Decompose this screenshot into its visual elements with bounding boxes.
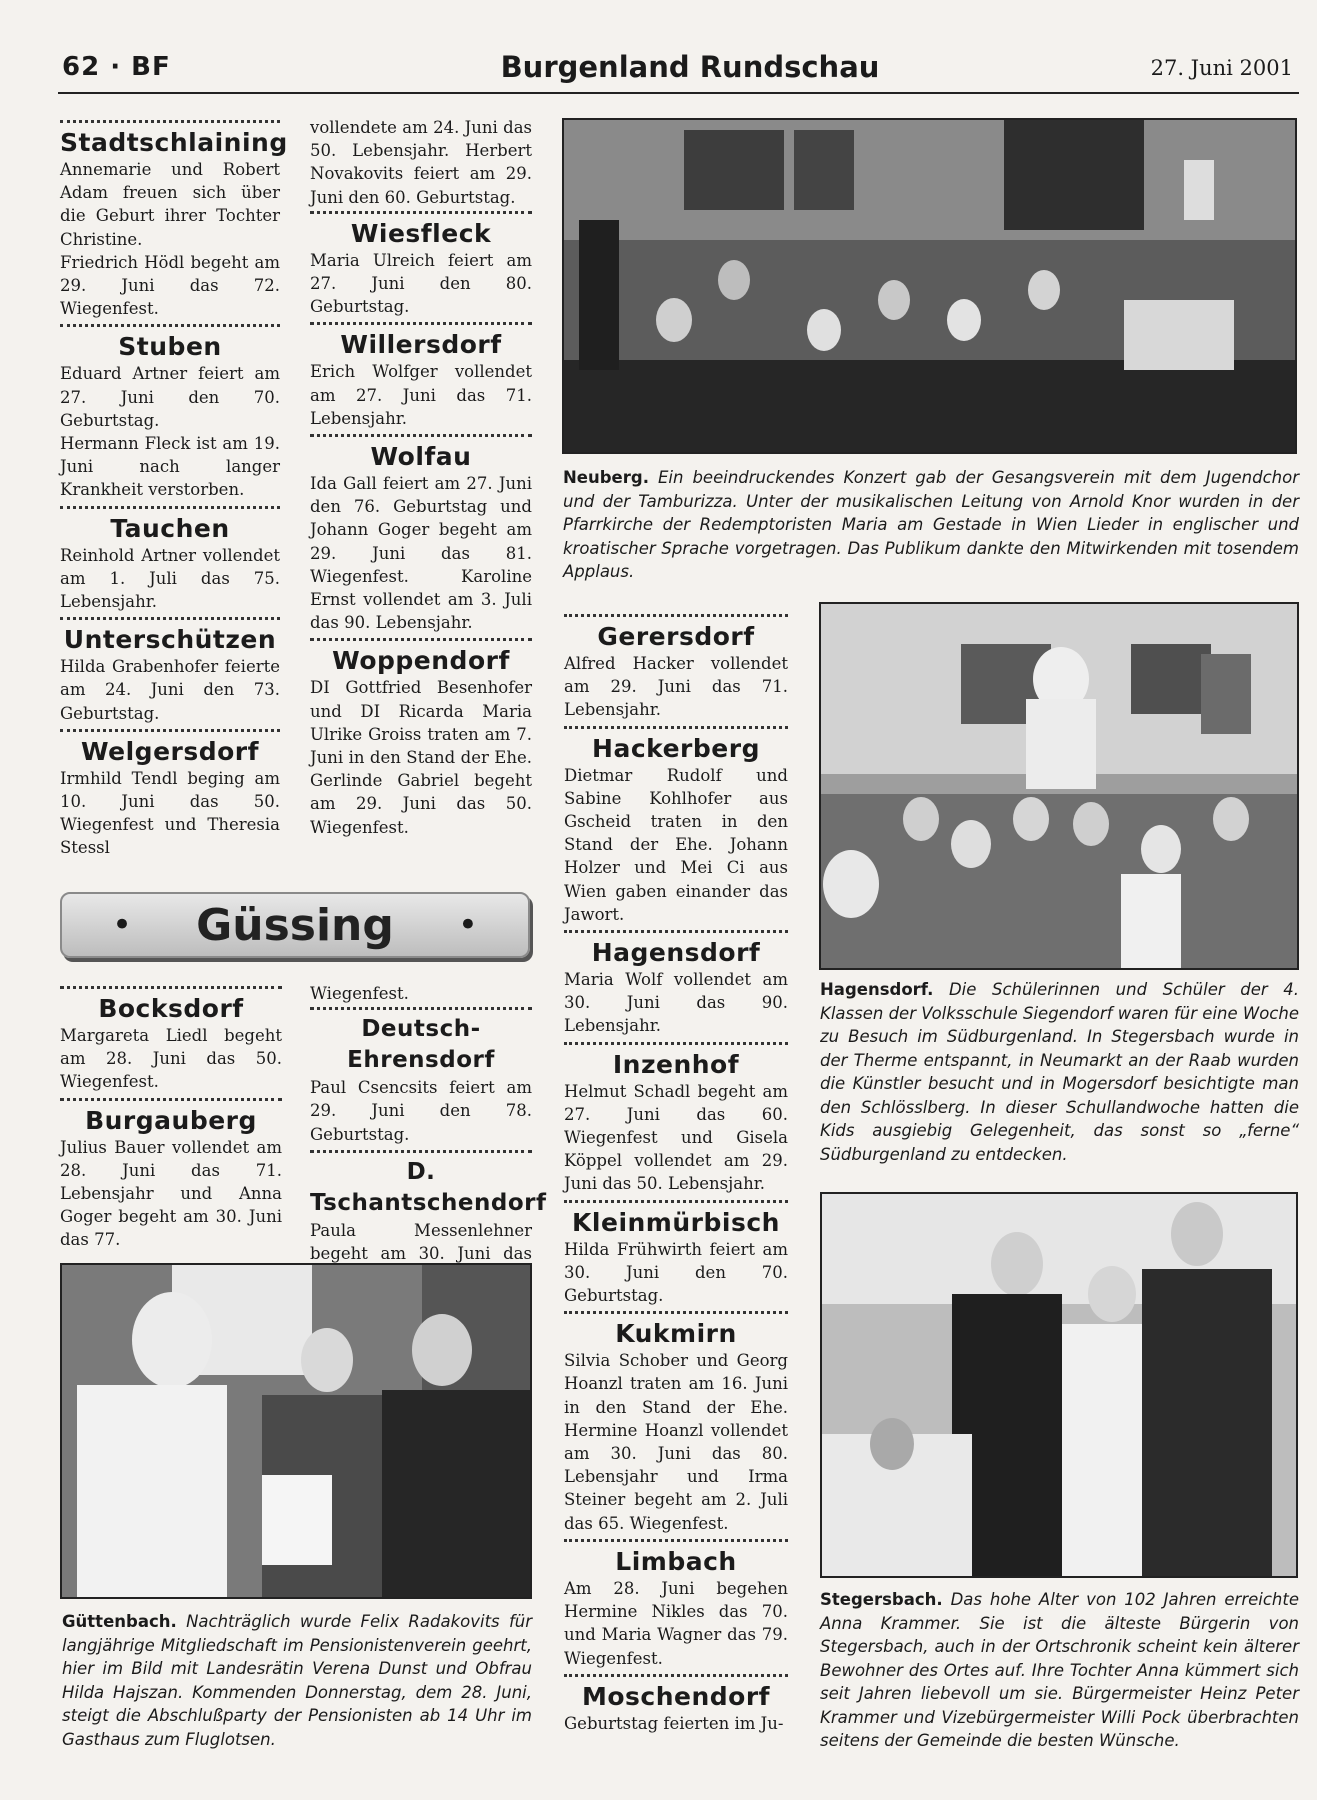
place-heading: D. Tschantschendorf [310, 1158, 547, 1216]
announcement-unterschuetzen [60, 617, 280, 725]
announcement-kleinmuerbisch [564, 1200, 788, 1308]
announcement-text: Irmhild Tendl beging am 10. Juni das 50. Wiegenfest und Theresia Stessl [60, 768, 280, 858]
caption-stegersbach [820, 1588, 1299, 1753]
announcement-text: Julius Bauer vollendet am 28. Juni das 71. Lebensjahr und Anna Goger begeht am 30. Juni das 77. [60, 1137, 282, 1250]
announcement-text: Helmut Schadl begeht am 27. Juni das 60. Wiegenfest und Gisela Köppel vollendet am 29. Juni das 50. Lebensjahr. [564, 1081, 788, 1194]
announcement-text: Dietmar Rudolf und Sabine Kohlhofer aus Gscheid traten in den Stand der Ehe. Johann Holzer und Mei Ci aus Wien gaben einander das Jawort. [564, 765, 788, 924]
caption-guettenbach [62, 1610, 532, 1751]
caption-place: Neuberg. [563, 468, 649, 487]
column-2-bottom [310, 982, 547, 1292]
announcement-text: Ida Gall feiert am 27. Juni den 76. Geburtstag und Johann Goger begeht am 29. Juni das 81. Wiegenfest. Karoline Ernst vollendet am 3. Juli das 90. Lebensjahr. [310, 474, 532, 633]
place-heading: Deutsch-Ehrensdorf [347, 1016, 495, 1074]
announcement-burgauberg [60, 1098, 282, 1252]
photo-hagensdorf-schoolkids [819, 602, 1299, 970]
banner-bullet: • [112, 905, 133, 945]
dotted-divider [310, 322, 532, 325]
caption-text: Nachträglich wurde Felix Radakovits für langjährige Mitgliedschaft im Pensionistenverein geehrt, hier im Bild mit Landesrätin Verena Dunst und Obfrau Hilda Hajszan. Kommenden Donnerstag, dem 28. Juni, steigt die Abschlußparty der Pensionisten ab 14 Uhr im Gasthaus zum Fluglotsen. [62, 1612, 532, 1749]
continued-text: vollendete am 24. Juni das 50. Lebensjahr. Herbert Novakovits feiert am 29. Juni den 60. Geburtstag. [310, 118, 532, 207]
photo-guettenbach-honoring [60, 1263, 532, 1599]
dotted-divider [310, 1007, 532, 1010]
announcement-willersdorf [310, 322, 532, 430]
issue-date: 27. Juni 2001 [1150, 56, 1293, 80]
continued-text: Wiegenfest. [310, 984, 409, 1003]
announcement-stadtschlaining [60, 120, 288, 320]
newspaper-title: Burgenland Rundschau [500, 50, 880, 84]
announcement-text: Maria Wolf vollendet am 30. Juni das 90. Lebensjahr. [564, 970, 788, 1036]
announcement-deutsch-ehrensdorf [310, 1007, 532, 1146]
caption-place: Güttenbach. [62, 1612, 177, 1631]
concert-photo-illustration [564, 120, 1297, 454]
announcement-text: Hilda Frühwirth feiert am 30. Juni den 70. Geburtstag. [564, 1239, 788, 1306]
announcement-stuben [60, 324, 280, 501]
place-heading: Hackerberg [592, 733, 760, 763]
caption-text: Die Schülerinnen und Schüler der 4. Klassen der Volksschule Siegendorf waren für eine Woche zu Besuch im Südburgenland. In Stegersbach wurde in der Therme entspannt, in Neumarkt an der Raab wurden die Künstler besucht und in Mogersdorf besichtigte man den Schlösslberg. In dieser Schullandwoche hatten die Kids ausgiebig Gelegenheit, das sonst so „ferne“ Südburgenland zu entdecken. [820, 980, 1299, 1164]
schoolkids-photo-illustration [821, 604, 1299, 970]
announcement-text: Am 28. Juni begehen Hermine Nikles das 70. und Maria Wagner das 79. Wiegenfest. [564, 1578, 788, 1668]
section-title: Güssing [196, 899, 394, 951]
announcement-text: Erich Wolfger vollendet am 27. Juni das 71. Lebensjahr. [310, 362, 532, 428]
dotted-divider [564, 614, 788, 617]
guettenbach-photo-illustration [62, 1265, 532, 1599]
announcement-inzenhof [564, 1042, 788, 1196]
announcement-text: Paula Messenlehner begeht am 30. Juni das [310, 1220, 532, 1264]
dotted-divider [564, 1200, 788, 1203]
announcement-welgersdorf [60, 729, 280, 860]
place-heading: Burgauberg [85, 1105, 257, 1135]
column-2-top [310, 116, 532, 843]
caption-place: Stegersbach. [820, 1590, 943, 1609]
dotted-divider [60, 729, 280, 732]
dotted-divider [310, 434, 532, 437]
column-1-top [60, 118, 288, 864]
announcement-text: Silvia Schober und Georg Hoanzl traten am 16. Juni in den Stand der Ehe. Hermine Hoanzl vollendet am 30. Juni das 80. Lebensjahr und Irma Steiner begeht am 2. Juli das 65. Wiegenfest. [564, 1351, 788, 1533]
announcement-woppendorf [310, 638, 532, 838]
dotted-divider [564, 726, 788, 729]
photo-neuberg-concert [562, 118, 1297, 454]
dotted-divider [564, 1539, 788, 1542]
column-1-bottom [60, 984, 282, 1256]
dotted-divider [564, 930, 788, 933]
announcement-text: DI Gottfried Besenhofer und DI Ricarda Maria Ulrike Groiss traten am 7. Juni in den Stand der Ehe. Gerlinde Gabriel begeht am 29. Juni das 50. Wiegenfest. [310, 678, 532, 837]
place-heading: Stuben [118, 332, 222, 362]
place-heading: Welgersdorf [80, 736, 260, 766]
announcement-text: Geburtstag feierten im Ju- [564, 1713, 784, 1733]
page-number-section: 62 · BF [62, 52, 171, 82]
dotted-divider [60, 617, 280, 620]
announcement-text: Annemarie und Robert Adam freuen sich über die Geburt ihrer Tochter Christine. Friedrich Hödl begeht am 29. Juni das 72. Wiegenfest. [60, 160, 280, 319]
dotted-divider [310, 638, 532, 641]
dotted-divider [564, 1674, 788, 1677]
stegersbach-photo-illustration [822, 1194, 1298, 1578]
place-heading: Unterschützen [63, 625, 277, 655]
dotted-divider [60, 120, 280, 123]
announcement-bocksdorf [60, 986, 282, 1094]
announcement-text: Alfred Hacker vollendet am 29. Juni das 71. Lebensjahr. [564, 654, 788, 720]
announcement-wiesfleck [310, 211, 532, 319]
announcement-text: Eduard Artner feiert am 27. Juni den 70. Geburtstag. Hermann Fleck ist am 19. Juni nach langer Krankheit verstorben. [60, 364, 280, 500]
place-heading: Wolfau [370, 442, 472, 472]
dotted-divider [310, 211, 532, 214]
place-heading: Woppendorf [332, 646, 510, 676]
announcement-moschendorf [564, 1674, 788, 1735]
dotted-divider [60, 324, 280, 327]
announcement-text: Paul Csencsits feiert am 29. Juni den 78. Geburtstag. [310, 1078, 532, 1144]
place-heading: Kleinmürbisch [572, 1207, 780, 1237]
announcement-tauchen [60, 506, 280, 614]
announcement-text: Reinhold Artner vollendet am 1. Juli das 75. Lebensjahr. [60, 545, 280, 612]
column-3 [564, 612, 788, 1739]
caption-place: Hagensdorf. [820, 980, 934, 999]
place-heading: Willersdorf [340, 330, 502, 360]
announcement-hackerberg [564, 726, 788, 926]
place-heading: Tauchen [110, 513, 230, 543]
dotted-divider [564, 1042, 788, 1045]
announcement-kukmirn [564, 1311, 788, 1535]
caption-text: Das hohe Alter von 102 Jahren erreichte Anna Krammer. Sie ist die älteste Bürgerin von Stegersbach, auch in der Ortschronik scheint kein älterer Bewohner des Ortes auf. Ihre Tochter Anna kümmert sich seit Jahren liebevoll um sie. Bürgermeister Heinz Peter Krammer und Vizebürgermeister Willi Pock überbrachten seitens der Gemeinde die besten Wünsche. [820, 1590, 1299, 1750]
place-heading: Moschendorf [581, 1681, 771, 1711]
announcement-hagensdorf [564, 930, 788, 1038]
place-heading: Hagensdorf [591, 938, 761, 968]
announcement-wolfau [310, 434, 532, 634]
announcement-limbach [564, 1539, 788, 1670]
announcement-text: Margareta Liedl begeht am 28. Juni das 50. Wiegenfest. [60, 1026, 282, 1092]
caption-neuberg [563, 466, 1299, 584]
place-heading: Inzenhof [612, 1049, 740, 1079]
dotted-divider [60, 1098, 282, 1101]
announcement-text: Maria Ulreich feiert am 27. Juni den 80. Geburtstag. [310, 250, 532, 317]
place-heading: Stadtschlaining [60, 128, 288, 157]
place-heading: Wiesfleck [350, 218, 492, 248]
dotted-divider [60, 506, 280, 509]
caption-hagensdorf [820, 978, 1299, 1166]
section-banner-guessing [60, 892, 530, 958]
announcement-text: Hilda Grabenhofer feierte am 24. Juni den 73. Geburtstag. [60, 657, 280, 723]
announcement-gerersdorf [564, 614, 788, 722]
place-heading: Bocksdorf [98, 994, 244, 1023]
place-heading: Gerersdorf [597, 622, 755, 651]
dotted-divider [564, 1311, 788, 1314]
place-heading: Limbach [615, 1546, 737, 1576]
dotted-divider [60, 986, 282, 989]
header-rule [58, 92, 1299, 94]
caption-text: Ein beeindruckendes Konzert gab der Gesangsverein mit dem Jugendchor und der Tamburizza. Unter der musikalischen Leitung von Arnold Knor wurden in der Pfarrkirche der Redemptoristen Maria am Gestade in Wien Lieder in englischer und kroatischer Sprache vorgetragen. Das Publikum dankte den Mitwirkenden mit tosendem Applaus. [563, 468, 1299, 581]
photo-stegersbach-birthday [820, 1192, 1298, 1578]
place-heading: Kukmirn [615, 1319, 737, 1349]
dotted-divider [310, 1150, 532, 1153]
banner-bullet: • [457, 905, 478, 945]
